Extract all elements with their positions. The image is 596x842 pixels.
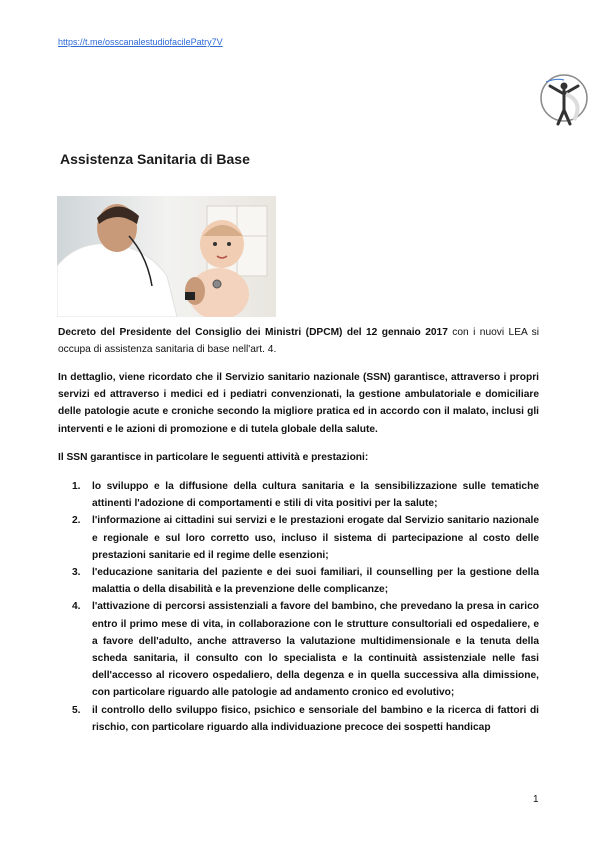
list-item-number: 1. xyxy=(72,481,81,492)
detail-paragraph: In dettaglio, viene ricordato che il Servizio sanitario nazionale (SSN) garantisce, attraverso i propri servizi ed attraverso i medici ed i pediatri convenzionati, la gestione ambulatoriale e domiciliare delle patologie acute e croniche secondo la migliore pratica ed in accordo con il malato, inclusi gli interventi e le azioni di promozione e di tutela globale della salute. xyxy=(58,372,539,435)
doctor-with-baby-photo xyxy=(57,196,276,317)
list-item-text: il controllo dello sviluppo fisico, psichico e sensoriale del bambino e la ricerca di fattori di rischio, con particolare riguardo alla individuazione precoce dei sospetti handicap xyxy=(92,704,539,733)
list-item-text: l'attivazione di percorsi assistenziali a favore del bambino, che prevedano la presa in carico entro il primo mese di vita, in collaborazione con le strutture consultoriali ed ospedaliere, e a favore dell'adulto, anche attraverso la valutazione multidimensionale e la tenuta della scheda sanitaria, il consulto con lo specialista e la continuità assistenziale nelle fasi dell'accesso al ricovero ospedaliero, della degenza e in quella successiva alla dimissione, con particolare riguardo alle patologie ad andamento cronico ed evolutivo; xyxy=(92,601,539,699)
telegram-link[interactable]: https://t.me/osscanalestudiofacilePatry7V xyxy=(58,37,223,47)
list-item-text: l'informazione ai cittadini sui servizi e le prestazioni erogate dal Servizio sanitario nazionale e regionale e sul loro corretto uso, incluso il sistema di partecipazione al costo delle prestazioni sanitarie ed il regime delle esenzioni; xyxy=(92,515,539,561)
page-number: 1 xyxy=(533,794,539,805)
vitruvian-figure-logo-icon xyxy=(540,68,592,130)
intro-paragraph xyxy=(58,324,539,358)
list-item xyxy=(58,512,539,564)
list-item xyxy=(58,598,539,701)
list-item xyxy=(58,702,539,736)
list-item-text: lo sviluppo e la diffusione della cultura sanitaria e la sensibilizzazione sulle tematiche attinenti l'adozione di comportamenti e stili di vita positivi per la salute; xyxy=(92,481,539,510)
list-intro-paragraph: Il SSN garantisce in particolare le seguenti attività e prestazioni: xyxy=(58,452,369,463)
list-item-number: 4. xyxy=(72,601,81,613)
list-item-number: 3. xyxy=(72,567,81,579)
decree-reference: Decreto del Presidente del Consiglio dei Ministri (DPCM) del 12 gennaio 2017 xyxy=(58,327,448,338)
list-item-text: l'educazione sanitaria del paziente e dei suoi familiari, il counselling per la gestione della malattia o della disabilità e la prevenzione delle complicanze; xyxy=(92,567,539,596)
list-item-number: 2. xyxy=(72,515,81,527)
services-list xyxy=(58,478,539,736)
intro-rest: con i nuovi LEA si occupa di assistenza sanitaria di base nell'art. 4. xyxy=(58,327,539,356)
list-item xyxy=(58,478,539,512)
list-item-number: 5. xyxy=(72,704,81,716)
document-title: Assistenza Sanitaria di Base xyxy=(60,151,250,167)
list-item xyxy=(58,564,539,598)
